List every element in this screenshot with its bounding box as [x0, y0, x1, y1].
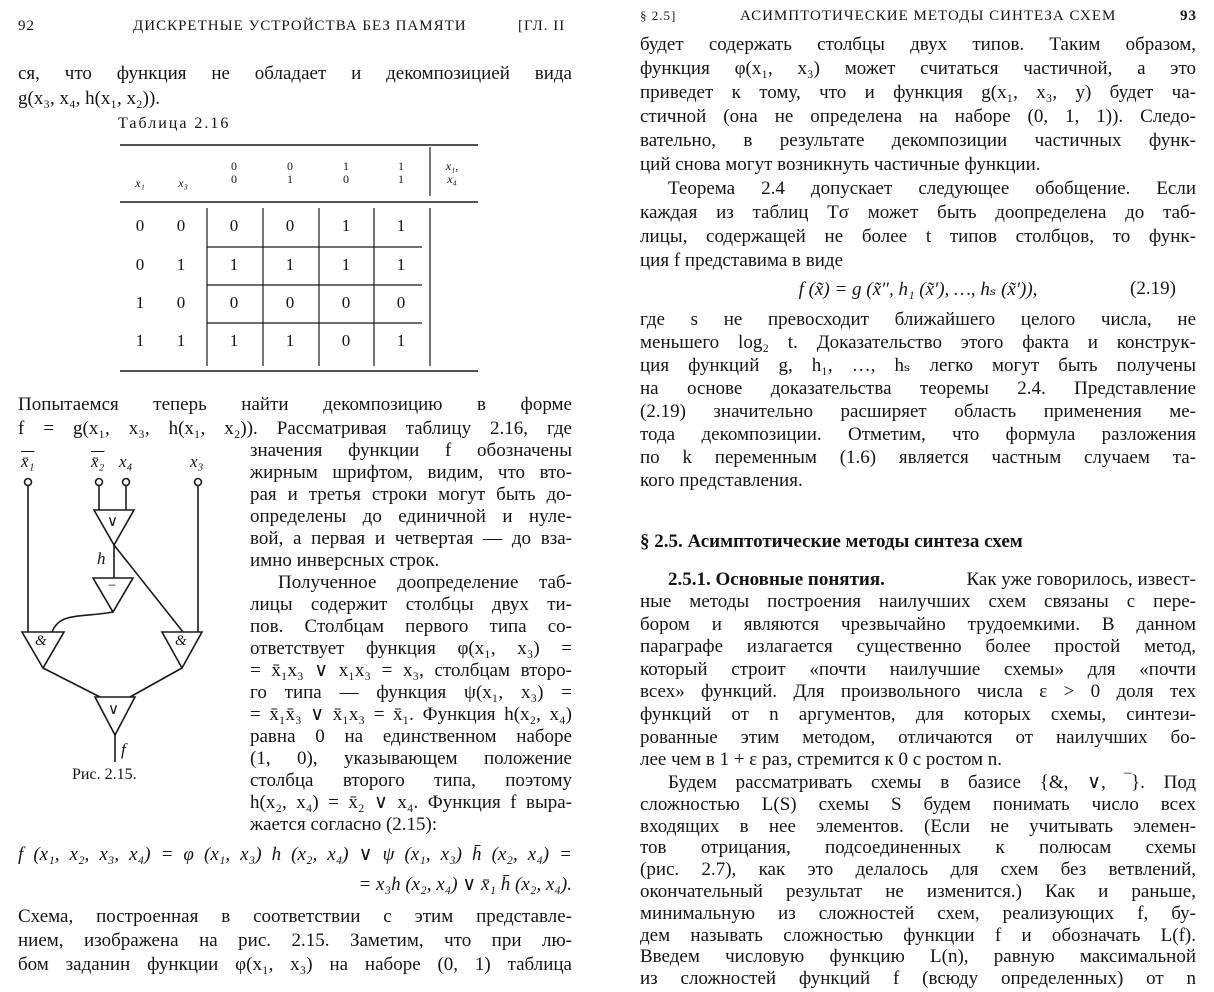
text-line: ций снова могут возникнуть частичные функции. [640, 154, 1041, 175]
text-line: вательно, в результате декомпозиции частичных функ- [640, 130, 1196, 151]
col-header [219, 160, 249, 186]
table-cell: 1 [285, 331, 295, 350]
section-heading: § 2.5. Асимптотические методы синтеза схем [640, 531, 1023, 552]
paragraph [18, 905, 572, 977]
paragraph [640, 772, 1196, 990]
col-top: 0 [231, 159, 237, 173]
page-number: 93 [1180, 8, 1197, 24]
text-line: где s не превосходит ближайшего целого числа, не [640, 309, 1196, 330]
paragraph [250, 440, 572, 572]
table-cell: 0 [285, 216, 295, 235]
text-line: равна 0 на единственном наборе [250, 726, 572, 747]
table-cell: 1 [229, 331, 239, 350]
text-line: приведет к тому, что и функция g(x₁, x₃, y) будет ча- [640, 82, 1196, 103]
text-line: имно инверсных строк. [250, 550, 440, 571]
table-cell: 0 [396, 293, 406, 312]
table-row-label: 1 [135, 293, 145, 312]
text-line: каждая из таблиц Tσ может быть доопределена до таб- [640, 202, 1196, 223]
table-header-x1: x₁ [135, 176, 145, 190]
input-label-x2-bar: x̄₂ [91, 452, 105, 471]
formula-line-2: = x₃h (x₂, x₄) ∨ x̄₁ h̄ (x₂, x₄). [358, 874, 572, 895]
chapter-label: [ГЛ. II [518, 18, 566, 34]
text-line: (2.19) значительно расширяет область применения ме- [640, 401, 1196, 422]
table-row-label: 0 [176, 293, 186, 312]
text-line: кого представления. [640, 470, 803, 491]
col-var-header [437, 160, 467, 186]
text-line: минимальную из сложностей схем, реализующих f, бу- [640, 902, 1196, 924]
text-line: столбца второго типа, поэтому [250, 770, 572, 791]
text-line: Схема, построенная в соответствии с этим представле- [18, 906, 572, 927]
table-row-label: 1 [176, 255, 186, 274]
text-line: функция φ(x₁, x₃) может считаться частичной, а это [640, 58, 1196, 79]
output-label-f: f [121, 740, 126, 759]
text-line: определены до единичной и нуле- [250, 506, 572, 527]
table-cell: 1 [285, 255, 295, 274]
text-line: стичной (она не определена на наборе (0, 1, 1)). Следо- [640, 106, 1196, 127]
text-line: рая и третья строки могут быть до- [250, 484, 572, 505]
text-line: Будем рассматривать схемы в базисе {&, ∨, ‾}. Под [668, 772, 1196, 793]
table-cell: 0 [229, 293, 239, 312]
text-line: нием, изображена на рис. 2.15. Заметим, что при лю- [18, 930, 572, 951]
text-line: будет содержать столбцы двух типов. Таким образом, [640, 34, 1196, 55]
text-line: пов. Столбцам первого типа со- [250, 616, 572, 637]
section-label: § 2.5] [640, 8, 677, 23]
circuit-diagram [0, 440, 240, 780]
text-line: который строит «почти наилучшие схемы» для «почти [640, 658, 1196, 680]
text-line: бором и являются чрезвычайно трудоемкими. В данном [640, 613, 1196, 635]
input-label-x4: x₄ [119, 452, 133, 471]
not-gate-symbol: − [108, 578, 117, 594]
table-cell: 1 [396, 331, 406, 350]
table-cell: 1 [341, 216, 351, 235]
text-line: вой, а первая и четвертая — до вза- [250, 528, 572, 549]
text-line: тода декомпозиции. Отметим, что формула разложения [640, 424, 1196, 445]
text-line: всех» функций. Для произвольного числа ε > 0 доля тех [640, 681, 1196, 703]
text-line: ция функций g, h₁, …, hₛ легко могут быть получены [640, 355, 1196, 376]
text-line: g(x₃, x₄, h(x₁, x₂)). [18, 88, 161, 109]
col-top: 0 [287, 159, 293, 173]
col-bottom: 0 [343, 172, 349, 186]
text-line: (1, 0), указывающем положение [250, 748, 572, 769]
text-line: = x̄₁x₃ ∨ x₁x₃ = x₃, столбцам второ- [250, 660, 572, 681]
table-cell: 1 [229, 255, 239, 274]
or-gate-symbol: ∨ [107, 514, 118, 530]
table-cell: 0 [285, 293, 295, 312]
paragraph [18, 393, 572, 441]
input-terminal [195, 479, 202, 486]
text-line: на основе доказательства теоремы 2.4. Представление [640, 378, 1196, 399]
col-header [386, 160, 416, 186]
text-line: = x̄₁x̄₃ ∨ x̄₁x₃ = x̄₁. Функция h(x₂, x₄) [250, 704, 572, 725]
formula-line-1: f (x₁, x₂, x₃, x₄) = φ (x₁, x₃) h (x₂, x₄) ∨ ψ (x₁, x₃) h̄ (x₂, x₄) = [18, 844, 572, 865]
input-terminal [25, 479, 32, 486]
table-row-label: 1 [135, 331, 145, 350]
text-line: тов отрицания, подсоединенных к полюсам схемы [640, 837, 1196, 859]
table-cell: 0 [341, 293, 351, 312]
text-line: рованные этим методом, отличаются от наилучших бо- [640, 726, 1196, 748]
text-line: Введем числовую функцию L(n), равную максимальной [640, 946, 1196, 968]
col-bottom: 1 [398, 172, 404, 186]
formula-2-19: f (x̃) = g (x̃″, h₁ (x̃′), …, hₛ (x̃′)), [798, 279, 1038, 300]
paragraph [640, 308, 1196, 492]
paragraph [640, 177, 1196, 273]
text-line: ные методы построения наилучших схем связаны с пере- [640, 591, 1196, 612]
subsection-first-line [668, 568, 1196, 591]
running-title: ДИСКРЕТНЫЕ УСТРОЙСТВА БЕЗ ПАМЯТИ [133, 18, 467, 34]
text-line: Теорема 2.4 допускает следующее обобщение. Если [668, 178, 1196, 199]
table-cell: 0 [229, 216, 239, 235]
text-line: Как уже говорилось, извест- [966, 569, 1196, 590]
text-line: h(x₂, x₄) = x̄₂ ∨ x₄. Функция f выра- [250, 792, 572, 813]
col-header [275, 160, 305, 186]
text-line: Полученное доопределение таб- [278, 572, 572, 593]
text-line: жирным шрифтом, видим, что вто- [250, 462, 572, 483]
text-line: бом заданин функции φ(x₁, x₃) на наборе (0, 1) таблица [18, 954, 572, 975]
col-header [331, 160, 361, 186]
text-line: функций от n аргументов, для которых схемы, синтези- [640, 703, 1196, 725]
text-line: (рис. 2.7), как это делалось для схем без ветвлений, [640, 859, 1196, 881]
text-line: го типа — функция ψ(x₁, x₃) = [250, 682, 572, 703]
text-line: ся, что функция не обладает и декомпозицией вида [18, 63, 572, 84]
input-label-x1-bar: x̄₁ [21, 452, 35, 471]
table-row-label: 1 [176, 331, 186, 350]
figure-caption: Рис. 2.15. [72, 766, 137, 783]
text-line: окончательный результат не изменится.) Как и раньше, [640, 880, 1196, 902]
table-cell: 0 [341, 331, 351, 350]
input-terminal [96, 479, 103, 486]
paragraph [640, 591, 1196, 772]
text-line: по k переменным (1.6) является частным случаем та- [640, 447, 1196, 468]
text-line: сложностью L(S) схемы S будем понимать число всех [640, 793, 1196, 815]
col-bottom: 0 [231, 172, 237, 186]
text-line: входящих в нее элементов. (Если не учитывать элемен- [640, 815, 1196, 837]
table-row-label: 0 [135, 255, 145, 274]
input-terminal [123, 479, 130, 486]
text-line: из сложностей функций f (всюду определенных) от n [640, 968, 1196, 990]
text-line: лицы содержит столбцы двух ти- [250, 594, 572, 615]
table-cell: 1 [396, 255, 406, 274]
running-title: АСИМПТОТИЧЕСКИЕ МЕТОДЫ СИНТЕЗА СХЕМ [740, 8, 1117, 24]
col-var-1: x₁, [445, 159, 459, 173]
col-bottom: 1 [287, 172, 293, 186]
table-header-x3: x₃ [178, 176, 188, 190]
paragraph [250, 572, 572, 836]
table-caption: Таблица 2.16 [118, 115, 231, 132]
text-line: параграфе излагается существенно более простой метод, [640, 636, 1196, 658]
table-row-label: 0 [176, 216, 186, 235]
text-line: значения функции f обозначены [250, 440, 572, 461]
text-line: ция f представима в виде [640, 250, 843, 271]
text-line: Попытаемся теперь найти декомпозицию в форме [18, 394, 572, 415]
subsection-title: 2.5.1. Основные понятия. [668, 569, 885, 590]
text-line: лицы, содержащей не более t типов столбцов, то функ- [640, 226, 1196, 247]
text-line: дем называть сложностью функции f и обозначать L(f). [640, 924, 1196, 946]
formula-number: (2.19) [1130, 278, 1176, 299]
table-row-label: 0 [135, 216, 145, 235]
or-gate-symbol: ∨ [108, 702, 119, 718]
col-top: 1 [398, 159, 404, 173]
table-cell: 1 [341, 255, 351, 274]
text-line: лее чем в 1 + ε раз, стремится к 0 с ростом n. [640, 749, 1003, 771]
col-var-2: x₄ [447, 172, 457, 186]
wire-label-h: h [97, 549, 106, 568]
text-line: меньшего log₂ t. Доказательство этого факта и конструк- [640, 332, 1196, 353]
table-cell: 1 [396, 216, 406, 235]
input-label-x3: x₃ [190, 452, 204, 471]
and-gate-symbol: & [35, 633, 47, 649]
and-gate-symbol: & [175, 633, 187, 649]
page-number: 92 [18, 18, 35, 34]
text-line: ответствует функция φ(x₁, x₃) = [250, 638, 572, 659]
col-top: 1 [343, 159, 349, 173]
text-line: жается согласно (2.15): [250, 814, 438, 835]
text-line: f = g(x₁, x₃, h(x₁, x₂)). Рассматривая таблицу 2.16, где [18, 418, 572, 439]
paragraph [640, 33, 1196, 177]
